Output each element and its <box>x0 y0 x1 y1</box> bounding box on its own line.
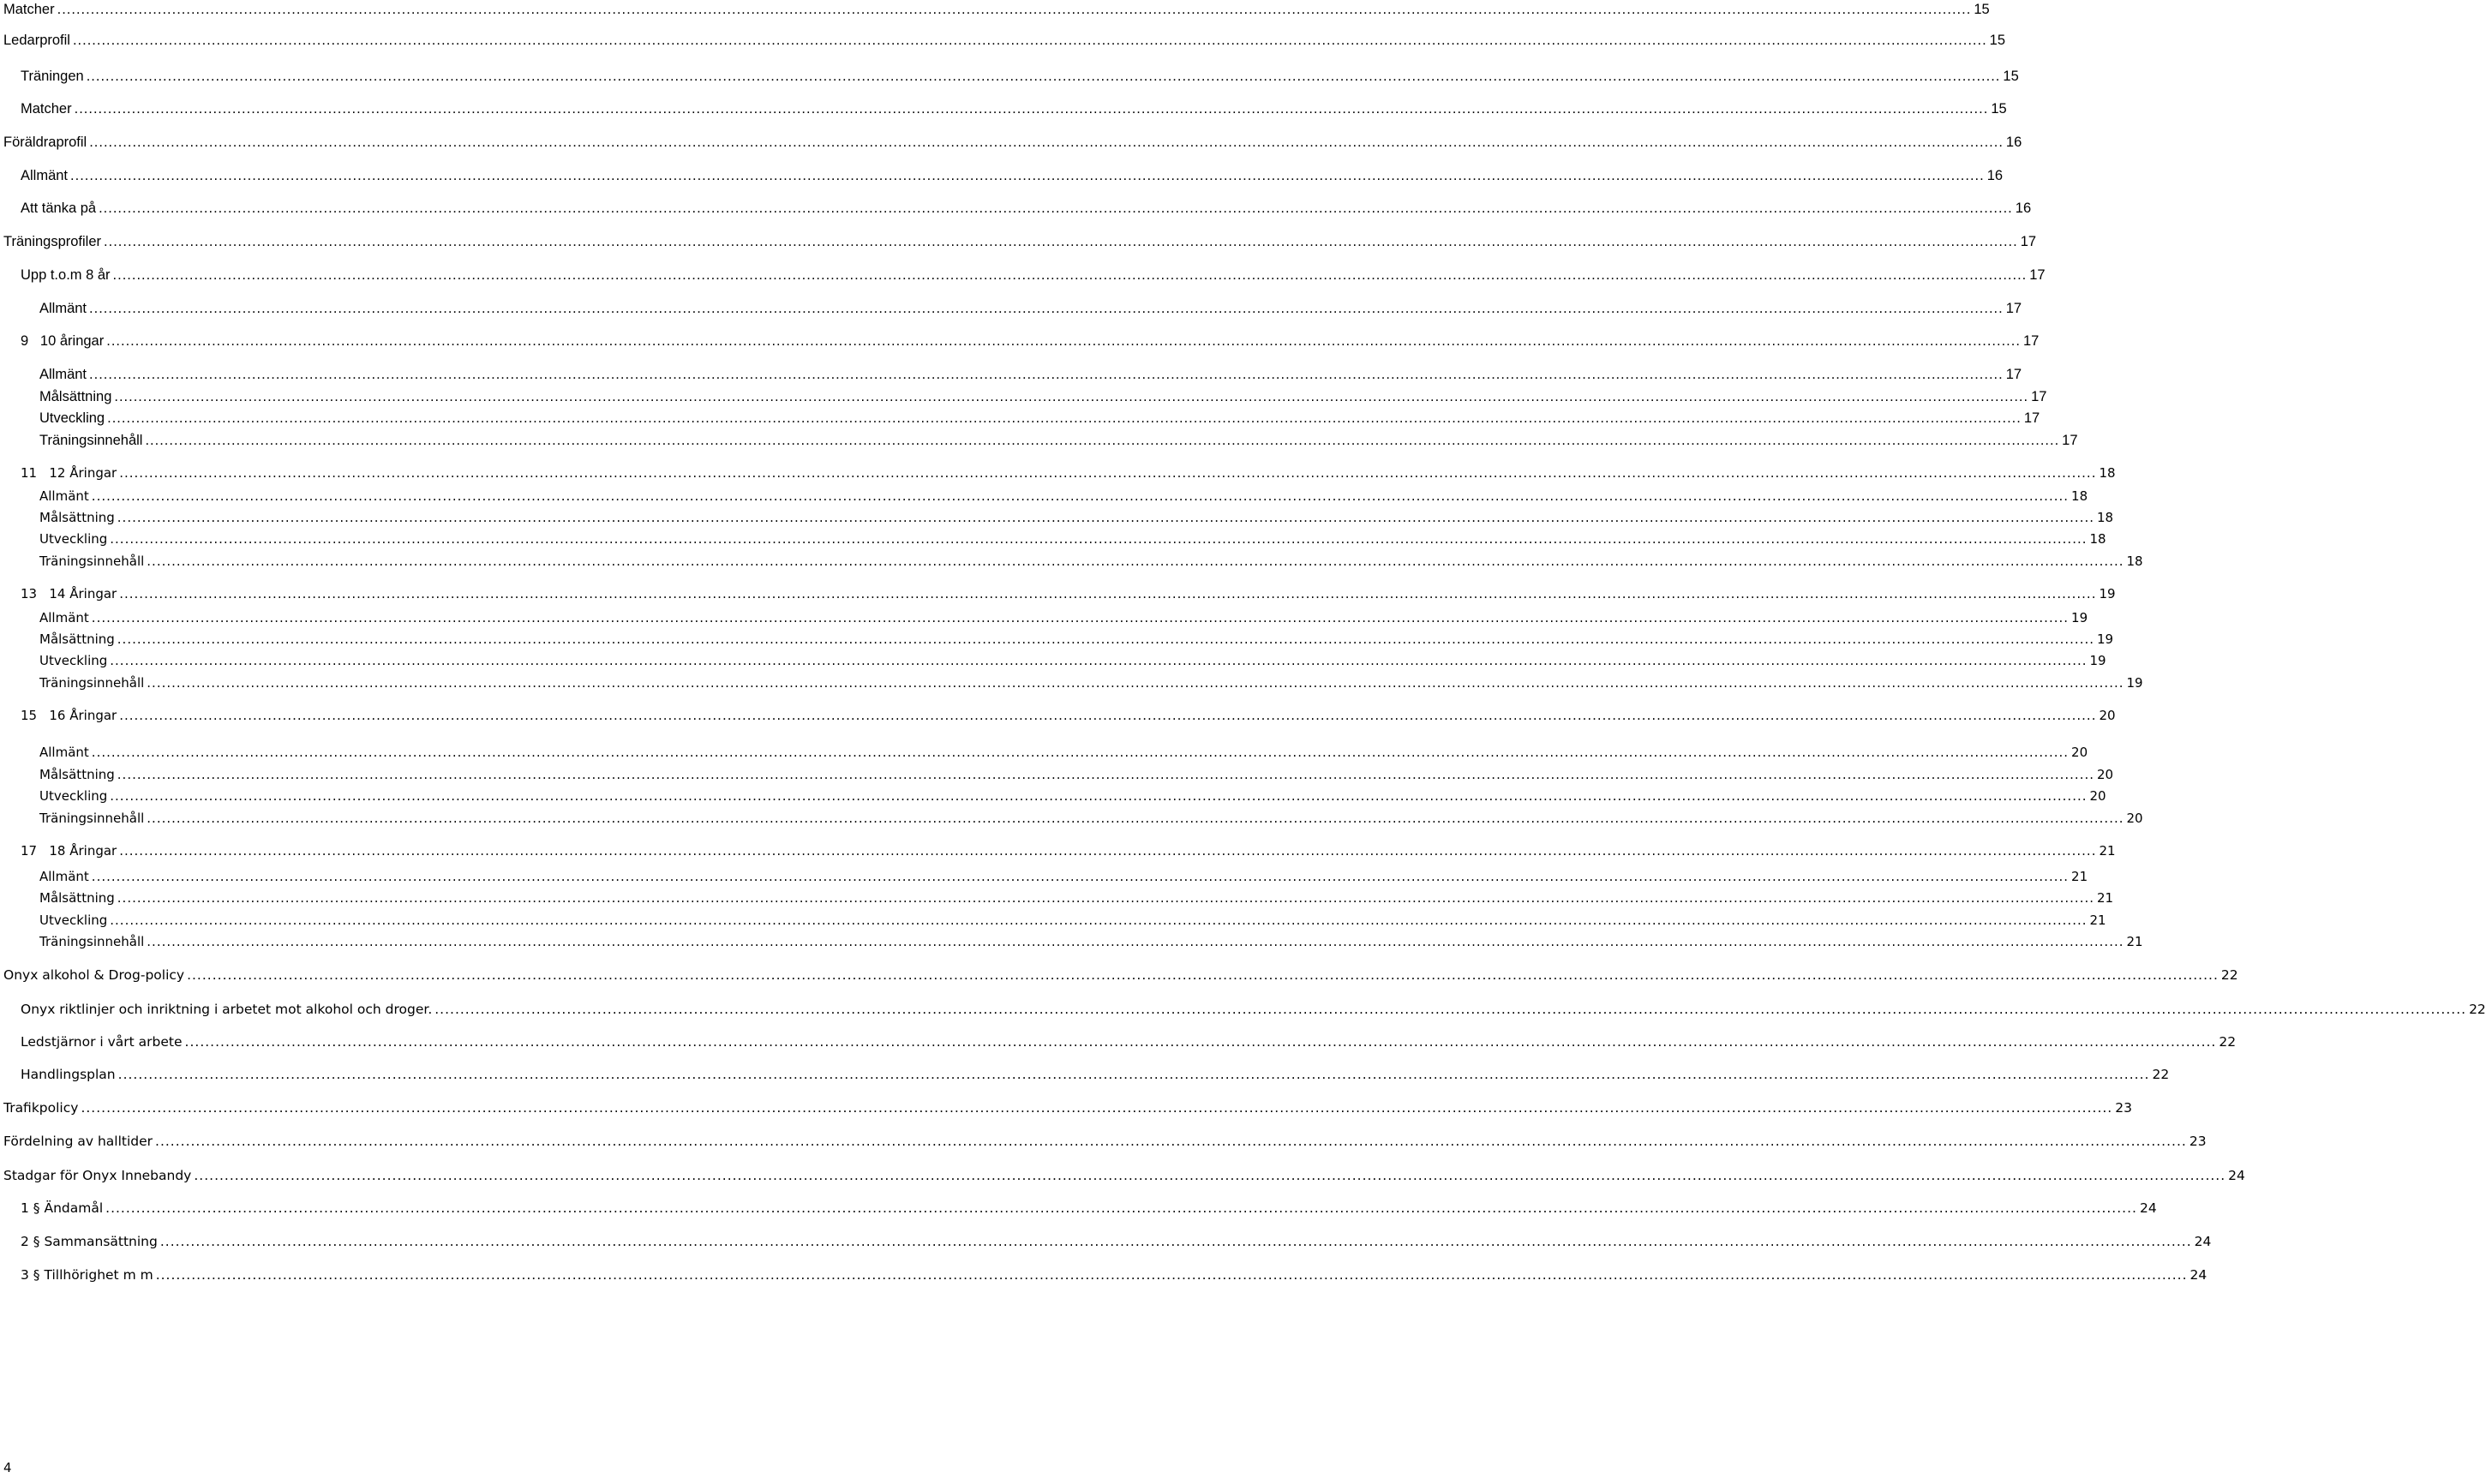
toc-entry[interactable] <box>21 333 2040 349</box>
toc-dot-leader: ................................................................................................................................................................................................................................................................................................................................................................................................................ <box>187 967 2219 983</box>
toc-entry[interactable] <box>21 1067 2170 1082</box>
toc-entry-page-number: 19 <box>2099 586 2116 601</box>
toc-entry-page-number: 22 <box>2469 1002 2486 1017</box>
toc-entry-label: Allmänt <box>21 168 69 183</box>
toc-entry[interactable] <box>39 531 2106 547</box>
toc-dot-leader: ................................................................................................................................................................................................................................................................................................................................................................................................................ <box>114 389 2029 404</box>
toc-dot-leader: ................................................................................................................................................................................................................................................................................................................................................................................................................ <box>81 1100 2113 1116</box>
toc-entry-page-number: 21 <box>2126 934 2143 949</box>
toc-entry-page-number: 19 <box>2089 653 2106 668</box>
toc-entry[interactable] <box>21 200 2032 216</box>
toc-dot-leader: ................................................................................................................................................................................................................................................................................................................................................................................................................ <box>106 333 2021 349</box>
toc-dot-leader: ................................................................................................................................................................................................................................................................................................................................................................................................................ <box>117 890 2095 906</box>
toc-dot-leader: ................................................................................................................................................................................................................................................................................................................................................................................................................ <box>72 33 1987 48</box>
toc-entry-label: Onyx riktlinjer och inriktning i arbetet mot alkohol och droger. <box>21 1002 433 1017</box>
toc-entry-page-number: 24 <box>2194 1234 2212 1249</box>
toc-entry-label: Träningsinnehåll <box>39 554 145 569</box>
toc-entry[interactable] <box>21 267 2046 283</box>
toc-entry-label: Målsättning <box>39 767 115 782</box>
toc-entry-page-number: 17 <box>2031 389 2047 404</box>
toc-dot-leader: ................................................................................................................................................................................................................................................................................................................................................................................................................ <box>119 586 2097 601</box>
toc-entry-label: Träningsprofiler <box>3 234 102 249</box>
toc-dot-leader: ................................................................................................................................................................................................................................................................................................................................................................................................................ <box>155 1267 2188 1283</box>
toc-entry[interactable] <box>39 811 2143 826</box>
toc-entry-label: 11 12 Åringar <box>21 465 117 481</box>
toc-entry-label: Trafikpolicy <box>3 1100 79 1116</box>
toc-entry-page-number: 22 <box>2220 967 2238 983</box>
toc-entry-label: Ledarprofil <box>3 33 70 48</box>
toc-entry-label: Handlingsplan <box>21 1067 116 1082</box>
toc-entry-page-number: 15 <box>2003 69 2019 84</box>
toc-entry[interactable] <box>21 1200 2157 1216</box>
toc-entry-label: Utveckling <box>39 913 108 928</box>
toc-dot-leader: ................................................................................................................................................................................................................................................................................................................................................................................................................ <box>434 1002 2467 1017</box>
toc-entry[interactable] <box>3 135 2022 150</box>
toc-entry[interactable] <box>3 2 1990 17</box>
toc-entry-page-number: 15 <box>1991 101 2007 117</box>
toc-dot-leader: ................................................................................................................................................................................................................................................................................................................................................................................................................ <box>86 69 2001 84</box>
toc-entry[interactable] <box>39 934 2143 949</box>
toc-entry-page-number: 24 <box>2189 1267 2207 1283</box>
toc-entry-page-number: 18 <box>2099 465 2116 481</box>
toc-entry-page-number: 15 <box>1974 2 1990 17</box>
toc-entry-page-number: 17 <box>2020 234 2037 249</box>
toc-entry-label: 1 § Ändamål <box>21 1200 104 1216</box>
toc-entry-page-number: 17 <box>2029 267 2046 283</box>
toc-dot-leader: ................................................................................................................................................................................................................................................................................................................................................................................................................ <box>117 1067 2150 1082</box>
toc-entry-page-number: 24 <box>2228 1168 2245 1183</box>
toc-entry-label: 15 16 Åringar <box>21 708 117 723</box>
toc-dot-leader: ................................................................................................................................................................................................................................................................................................................................................................................................................ <box>99 200 2013 216</box>
toc-entry-page-number: 15 <box>1989 33 2006 48</box>
toc-entry-page-number: 18 <box>2126 554 2143 569</box>
toc-dot-leader: ................................................................................................................................................................................................................................................................................................................................................................................................................ <box>110 788 2088 804</box>
toc-entry-label: 13 14 Åringar <box>21 586 117 601</box>
toc-dot-leader: ................................................................................................................................................................................................................................................................................................................................................................................................................ <box>89 135 2004 150</box>
toc-dot-leader: ................................................................................................................................................................................................................................................................................................................................................................................................................ <box>91 869 2070 884</box>
toc-entry-page-number: 20 <box>2089 788 2106 804</box>
toc-dot-leader: ................................................................................................................................................................................................................................................................................................................................................................................................................ <box>119 465 2097 481</box>
toc-entry[interactable] <box>39 788 2106 804</box>
toc-entry[interactable] <box>21 1002 2486 1017</box>
toc-entry[interactable] <box>21 101 2007 117</box>
toc-entry-label: Allmänt <box>39 869 89 884</box>
toc-dot-leader: ................................................................................................................................................................................................................................................................................................................................................................................................................ <box>57 2 1972 17</box>
toc-dot-leader: ................................................................................................................................................................................................................................................................................................................................................................................................................ <box>184 1034 2217 1050</box>
toc-entry-page-number: 17 <box>2022 333 2040 349</box>
toc-entry-label: Utveckling <box>39 531 108 547</box>
toc-entry[interactable] <box>21 69 2019 84</box>
toc-entry-page-number: 21 <box>2089 913 2106 928</box>
toc-entry-page-number: 18 <box>2071 488 2088 504</box>
toc-entry[interactable] <box>39 745 2088 760</box>
toc-entry[interactable] <box>21 168 2004 183</box>
toc-dot-leader: ................................................................................................................................................................................................................................................................................................................................................................................................................ <box>110 531 2088 547</box>
toc-entry[interactable] <box>3 1168 2245 1183</box>
toc-entry-page-number: 20 <box>2097 767 2114 782</box>
toc-dot-leader: ................................................................................................................................................................................................................................................................................................................................................................................................................ <box>194 1168 2226 1183</box>
toc-entry[interactable] <box>21 1034 2237 1050</box>
toc-entry[interactable] <box>39 554 2143 569</box>
toc-entry-label: Målsättning <box>39 631 115 647</box>
toc-dot-leader: ................................................................................................................................................................................................................................................................................................................................................................................................................ <box>147 675 2124 691</box>
toc-dot-leader: ................................................................................................................................................................................................................................................................................................................................................................................................................ <box>145 433 2060 448</box>
toc-entry-page-number: 19 <box>2097 631 2114 647</box>
toc-dot-leader: ................................................................................................................................................................................................................................................................................................................................................................................................................ <box>119 708 2097 723</box>
toc-dot-leader: ................................................................................................................................................................................................................................................................................................................................................................................................................ <box>147 934 2124 949</box>
toc-dot-leader: ................................................................................................................................................................................................................................................................................................................................................................................................................ <box>91 610 2070 625</box>
toc-dot-leader: ................................................................................................................................................................................................................................................................................................................................................................................................................ <box>117 767 2095 782</box>
toc-entry-label: Utveckling <box>39 653 108 668</box>
toc-dot-leader: ................................................................................................................................................................................................................................................................................................................................................................................................................ <box>70 168 1985 183</box>
toc-entry-page-number: 19 <box>2126 675 2143 691</box>
toc-dot-leader: ................................................................................................................................................................................................................................................................................................................................................................................................................ <box>110 653 2088 668</box>
toc-entry-label: Träningsinnehåll <box>39 934 145 949</box>
toc-entry[interactable] <box>21 465 2116 481</box>
toc-entry[interactable] <box>39 389 2047 404</box>
toc-entry-page-number: 20 <box>2126 811 2143 826</box>
toc-entry-label: Matcher <box>21 101 72 117</box>
toc-entry-label: Allmänt <box>39 367 87 382</box>
toc-entry[interactable] <box>39 410 2040 426</box>
toc-entry-label: 3 § Tillhörighet m m <box>21 1267 153 1283</box>
toc-entry-label: Allmänt <box>39 610 89 625</box>
toc-dot-leader: ................................................................................................................................................................................................................................................................................................................................................................................................................ <box>119 843 2097 859</box>
toc-entry-page-number: 16 <box>2005 135 2022 150</box>
toc-entry[interactable] <box>39 675 2143 691</box>
toc-entry-label: Att tänka på <box>21 200 97 216</box>
toc-dot-leader: ................................................................................................................................................................................................................................................................................................................................................................................................................ <box>104 234 2018 249</box>
toc-entry-label: Målsättning <box>39 510 115 525</box>
toc-entry-label: Matcher <box>3 2 55 17</box>
toc-entry[interactable] <box>39 510 2114 525</box>
toc-entry[interactable] <box>39 367 2022 382</box>
toc-entry-page-number: 24 <box>2139 1200 2157 1216</box>
toc-entry-page-number: 18 <box>2089 531 2106 547</box>
toc-entry[interactable] <box>39 767 2114 782</box>
toc-entry-page-number: 20 <box>2099 708 2116 723</box>
toc-entry[interactable] <box>39 913 2106 928</box>
toc-entry-label: 2 § Sammansättning <box>21 1234 158 1249</box>
toc-entry-label: Ledstjärnor i vårt arbete <box>21 1034 183 1050</box>
toc-entry-label: Allmänt <box>39 488 89 504</box>
toc-entry-page-number: 17 <box>2062 433 2078 448</box>
toc-dot-leader: ................................................................................................................................................................................................................................................................................................................................................................................................................ <box>112 267 2028 283</box>
toc-entry-page-number: 20 <box>2071 745 2088 760</box>
toc-dot-leader: ................................................................................................................................................................................................................................................................................................................................................................................................................ <box>107 410 2022 426</box>
toc-entry-label: Utveckling <box>39 788 108 804</box>
toc-entry[interactable] <box>3 1134 2207 1149</box>
toc-dot-leader: ................................................................................................................................................................................................................................................................................................................................................................................................................ <box>117 510 2095 525</box>
toc-entry-page-number: 16 <box>1986 168 2004 183</box>
toc-entry[interactable] <box>39 631 2114 647</box>
toc-dot-leader: ................................................................................................................................................................................................................................................................................................................................................................................................................ <box>91 488 2070 504</box>
toc-entry-label: Fördelning av halltider <box>3 1134 153 1149</box>
toc-entry[interactable] <box>39 433 2078 448</box>
toc-entry-page-number: 17 <box>2005 367 2022 382</box>
toc-entry[interactable] <box>21 708 2116 723</box>
toc-entry-label: Föräldraprofil <box>3 135 87 150</box>
toc-entry[interactable] <box>21 1267 2207 1283</box>
toc-entry[interactable] <box>3 967 2238 983</box>
toc-entry[interactable] <box>39 890 2114 906</box>
toc-entry[interactable] <box>3 234 2037 249</box>
toc-entry-label: Upp t.o.m 8 år <box>21 267 111 283</box>
toc-entry-page-number: 18 <box>2097 510 2114 525</box>
toc-entry[interactable] <box>21 1234 2212 1249</box>
page-number: 4 <box>3 1460 12 1475</box>
toc-entry-page-number: 22 <box>2219 1034 2237 1050</box>
toc-entry-label: Allmänt <box>39 745 89 760</box>
toc-dot-leader: ................................................................................................................................................................................................................................................................................................................................................................................................................ <box>155 1134 2187 1149</box>
toc-dot-leader: ................................................................................................................................................................................................................................................................................................................................................................................................................ <box>147 811 2124 826</box>
toc-dot-leader: ................................................................................................................................................................................................................................................................................................................................................................................................................ <box>89 301 2004 316</box>
toc-entry-label: Träningsinnehåll <box>39 811 145 826</box>
toc-dot-leader: ................................................................................................................................................................................................................................................................................................................................................................................................................ <box>89 367 2004 382</box>
toc-entry-page-number: 19 <box>2071 610 2088 625</box>
toc-dot-leader: ................................................................................................................................................................................................................................................................................................................................................................................................................ <box>117 631 2095 647</box>
toc-dot-leader: ................................................................................................................................................................................................................................................................................................................................................................................................................ <box>74 101 1989 117</box>
toc-dot-leader: ................................................................................................................................................................................................................................................................................................................................................................................................................ <box>110 913 2088 928</box>
toc-entry[interactable] <box>3 33 2006 48</box>
toc-entry[interactable] <box>39 653 2106 668</box>
toc-dot-leader: ................................................................................................................................................................................................................................................................................................................................................................................................................ <box>91 745 2070 760</box>
toc-entry[interactable] <box>21 586 2116 601</box>
toc-entry[interactable] <box>39 869 2088 884</box>
toc-entry-page-number: 21 <box>2097 890 2114 906</box>
toc-dot-leader: ................................................................................................................................................................................................................................................................................................................................................................................................................ <box>105 1200 2137 1216</box>
toc-entry-label: Träningsinnehåll <box>39 675 145 691</box>
toc-entry-page-number: 21 <box>2099 843 2116 859</box>
toc-entry-page-number: 23 <box>2189 1134 2207 1149</box>
toc-entry-page-number: 16 <box>2015 200 2032 216</box>
toc-entry[interactable] <box>39 610 2088 625</box>
toc-entry-page-number: 21 <box>2071 869 2088 884</box>
toc-entry[interactable] <box>21 843 2116 859</box>
toc-entry[interactable] <box>39 488 2088 504</box>
toc-dot-leader: ................................................................................................................................................................................................................................................................................................................................................................................................................ <box>159 1234 2192 1249</box>
toc-entry-label: Onyx alkohol & Drog-policy <box>3 967 185 983</box>
toc-entry[interactable] <box>3 1100 2132 1116</box>
toc-entry-label: Träningsinnehåll <box>39 433 143 448</box>
toc-entry-label: Allmänt <box>39 301 87 316</box>
toc-entry-label: Målsättning <box>39 890 115 906</box>
toc-entry-page-number: 17 <box>2023 410 2040 426</box>
toc-dot-leader: ................................................................................................................................................................................................................................................................................................................................................................................................................ <box>147 554 2124 569</box>
toc-entry-label: 17 18 Åringar <box>21 843 117 859</box>
toc-entry-page-number: 23 <box>2115 1100 2132 1116</box>
toc-entry-label: Utveckling <box>39 410 105 426</box>
toc-entry[interactable] <box>39 301 2022 316</box>
toc-entry-label: Stadgar för Onyx Innebandy <box>3 1168 192 1183</box>
toc-entry-label: Målsättning <box>39 389 112 404</box>
toc-entry-label: 9 10 åringar <box>21 333 105 349</box>
toc-entry-label: Träningen <box>21 69 84 84</box>
toc-entry-page-number: 22 <box>2152 1067 2170 1082</box>
toc-entry-page-number: 17 <box>2005 301 2022 316</box>
